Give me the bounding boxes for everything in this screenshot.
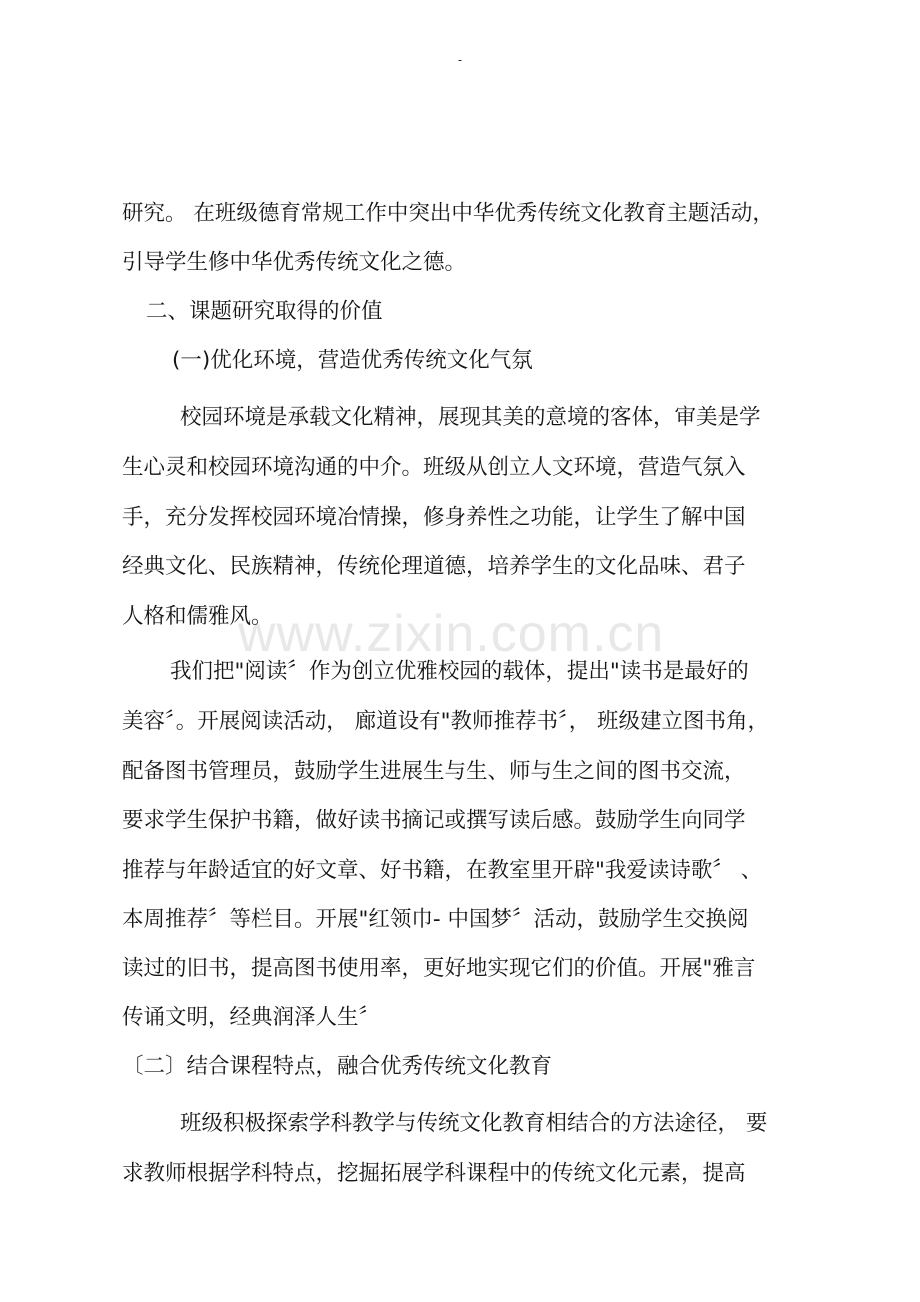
paragraph-line: 要求学生保护书籍，做好读书摘记或撰写读后感。鼓励学生向同学 [122, 808, 746, 833]
paragraph-line: 推荐与年龄适宜的好文章、好书籍，在教室里开辟"我爱读诗歌〞 、 [122, 858, 763, 883]
watermark: www.zixin.com.cn [238, 605, 665, 663]
paragraph-line: 人格和儒雅风。 [122, 604, 273, 629]
paragraph-line: 校园环境是承载文化精神，展现其美的意境的客体，审美是学 [180, 405, 761, 430]
paragraph-line: 美容〞。开展阅读活动， 廊道设有"教师推荐书〞， 班级建立图书角， [122, 709, 770, 734]
subsection-heading: 〔二〕结合课程特点，融合优秀传统文化教育 [122, 1054, 553, 1079]
paragraph-line: 求教师根据学科特点，挖掘拓展学科课程中的传统文化元素，提高 [122, 1161, 746, 1186]
paragraph-line: 生心灵和校园环境沟通的中介。班级从创立人文环境，营造气氛入 [122, 455, 746, 480]
section-heading: 二、课题研究取得的价值 [146, 299, 383, 324]
paragraph-line: 读过的旧书，提高图书使用率，更好地实现它们的价值。开展"雅言 [122, 956, 756, 981]
paragraph-line: 引导学生修中华优秀传统文化之德。 [122, 250, 467, 275]
subsection-heading: (一)优化环境，营造优秀传统文化气氛 [172, 348, 533, 373]
paragraph-line: 我们把"阅读〞作为创立优雅校园的载体，提出"读书是最好的 [170, 659, 749, 684]
paragraph-line: 手，充分发挥校园环境冶情操，修身养性之功能，让学生了解中国 [122, 505, 746, 530]
page-marker: - [457, 53, 463, 67]
paragraph-line: 研究。 在班级德育常规工作中突出中华优秀传统文化教育主题活动， [122, 201, 774, 226]
paragraph-line: 经典文化、民族精神，传统伦理道德，培养学生的文化品味、君子 [122, 554, 746, 579]
paragraph-line: 配备图书管理员，鼓励学生进展生与生、师与生之间的图书交流， [122, 759, 746, 784]
paragraph-line: 班级积极探索学科教学与传统文化教育相结合的方法途径， 要 [180, 1111, 768, 1136]
paragraph-line: 传诵文明，经典润泽人生〞 [122, 1005, 381, 1030]
paragraph-line: 本周推荐〞等栏目。开展"红领巾- 中国梦〞活动，鼓励学生交换阅 [122, 907, 749, 932]
